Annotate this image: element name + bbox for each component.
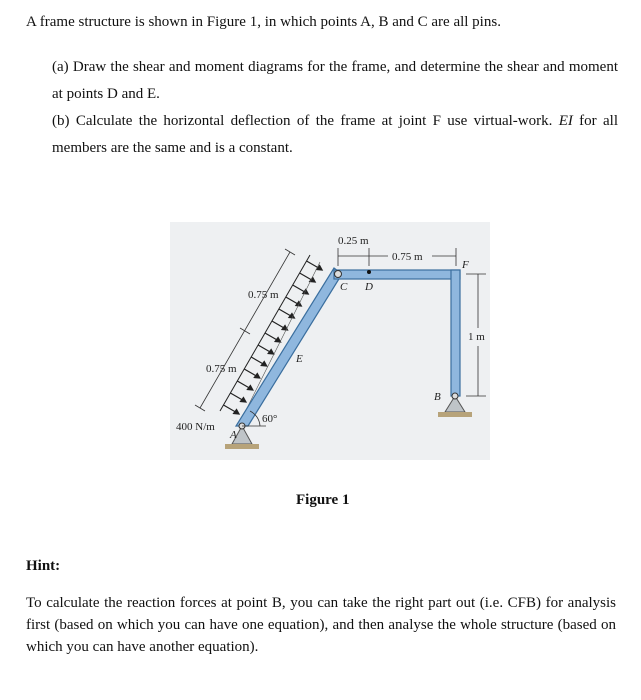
label-point-a: A bbox=[230, 429, 237, 441]
label-point-f: F bbox=[462, 259, 469, 271]
question-part-b bbox=[52, 108, 618, 162]
member-fb bbox=[451, 270, 460, 396]
hint-title: Hint: bbox=[26, 558, 61, 574]
pin-c bbox=[335, 271, 342, 278]
label-dim-upper: 0.75 m bbox=[248, 289, 279, 301]
label-dim-df: 0.75 m bbox=[392, 251, 423, 263]
part-b-prefix: (b) Calculate the horizontal deflection of the frame at joint F use virtual-work. bbox=[52, 113, 559, 129]
part-b-suffix: for all members are the same and is a constant. bbox=[52, 113, 618, 156]
figure-background bbox=[170, 222, 490, 460]
figure-caption: Figure 1 bbox=[296, 492, 350, 508]
part-b-ei: EI bbox=[558, 113, 573, 129]
label-angle: 60° bbox=[262, 413, 278, 425]
label-dim-cd: 0.25 m bbox=[338, 235, 369, 247]
label-point-b: B bbox=[434, 391, 441, 403]
label-load: 400 N/m bbox=[176, 421, 215, 433]
hint-text: To calculate the reaction forces at point B, you can take the right part out (i.e. CFB) for analysis first (based on which you can have one equation), and then analyse the whole structure (based on which you can have another equation). bbox=[26, 595, 616, 655]
label-point-d: D bbox=[365, 281, 373, 293]
frame-figure bbox=[170, 222, 490, 460]
label-point-c: C bbox=[340, 281, 348, 293]
label-dim-height: 1 m bbox=[468, 331, 485, 343]
member-cf bbox=[334, 270, 460, 279]
question-part-a: (a) Draw the shear and moment diagrams for the frame, and determine the shear and moment at points D and E. bbox=[52, 59, 618, 102]
label-point-e: E bbox=[296, 353, 303, 365]
problem-intro: A frame structure is shown in Figure 1, in which points A, B and C are all pins. bbox=[26, 14, 501, 30]
point-d-marker bbox=[367, 270, 371, 274]
label-dim-lower: 0.75 m bbox=[206, 363, 237, 375]
